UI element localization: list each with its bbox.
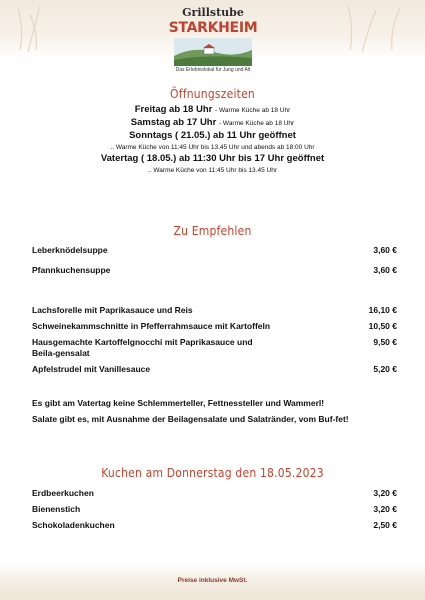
cake-list [32, 488, 397, 531]
fathers-day-notice: Es gibt am Vatertag keine Schlemmerteller, Fettnessteller und Wammerl! [32, 398, 325, 408]
logo-line1: Grillstube [182, 6, 244, 19]
sunday-hours: Sonntags ( 21.05.) ab 11 Uhr geöffnet [129, 130, 296, 141]
menu-item-name: Hausgemachte Kartoffelgnocchi mit Paprikasauce und Beila-gensalat [32, 337, 253, 358]
menu-item-name: Pfannkuchensuppe [32, 265, 111, 275]
menu-item-price: 2,50 € [373, 520, 397, 530]
friday-note: - Warme Küche ab 18 Uhr [214, 107, 291, 114]
cakes-title: Kuchen am Donnerstag den 18.05.2023 [101, 466, 324, 480]
landscape-icon [174, 38, 252, 66]
menu-row [32, 337, 397, 359]
main-dish-list [32, 305, 397, 375]
menu-item-name: Leberknödelsuppe [32, 245, 108, 255]
menu-row [32, 364, 397, 375]
fathers-day-note: .. Warme Küche von 11:45 Uhr bis 13.45 Uhr [148, 167, 277, 174]
friday-hours [0, 104, 425, 117]
menu-item-name: Bienenstich [32, 504, 81, 514]
opening-hours-title: Öffnungszeiten [170, 87, 255, 101]
menu-item-name: Lachsforelle mit Paprikasauce und Reis [32, 305, 193, 315]
menu-row [32, 305, 397, 316]
menu-item-name: Schweinekammschnitte in Pfefferrahmsauce mit Kartoffeln [32, 321, 271, 331]
saturday-text: Samstag ab 17 Uhr [130, 117, 217, 128]
menu-item-price: 3,20 € [373, 504, 397, 514]
menu-item-name: Schokoladenkuchen [32, 520, 115, 530]
menu-row [32, 265, 397, 276]
menu-item-price: 10,50 € [368, 321, 397, 331]
menu-item-price: 3,20 € [373, 488, 397, 498]
restaurant-logo [168, 6, 258, 74]
sunday-note: .. Warme Küche von 11:45 Uhr bis 13.45 Uhr und abends ab 18:00 Uhr [110, 144, 315, 151]
menu-item-price: 16,10 € [368, 305, 397, 315]
menu-item-price: 5,20 € [373, 364, 397, 374]
menu-item-price: 9,50 € [373, 337, 397, 347]
menu-row [32, 245, 397, 256]
logo-line2: STARKHEIM [168, 20, 258, 36]
saturday-note: - Warme Küche ab 18 Uhr [218, 120, 295, 127]
saturday-hours [0, 117, 425, 130]
recommendations-title: Zu Empfehlen [173, 224, 252, 238]
soup-list [32, 245, 397, 276]
logo-tagline: Das Erlebnislokal für Jung und Alt [175, 67, 251, 73]
menu-item-name: Apfelstrudel mit Vanillesauce [32, 364, 151, 374]
menu-row [32, 488, 397, 499]
menu-row [32, 520, 397, 531]
fathers-day-hours: Vatertag ( 18.05.) ab 11:30 Uhr bis 17 Uhr geöffnet [100, 153, 325, 164]
menu-item-name: Erdbeerkuchen [32, 488, 94, 498]
menu-item-price: 3,60 € [373, 245, 397, 255]
salad-notice: Salate gibt es, mit Ausnahme der Beilagensalate und Salatränder, vom Buf-fet! [32, 414, 349, 424]
footer-vat-note: Preise inklusive MwSt. [177, 577, 248, 584]
menu-row [32, 504, 397, 515]
friday-text: Freitag ab 18 Uhr [134, 104, 213, 115]
opening-hours [0, 104, 425, 176]
menu-row [32, 321, 397, 332]
menu-item-price: 3,60 € [373, 265, 397, 275]
